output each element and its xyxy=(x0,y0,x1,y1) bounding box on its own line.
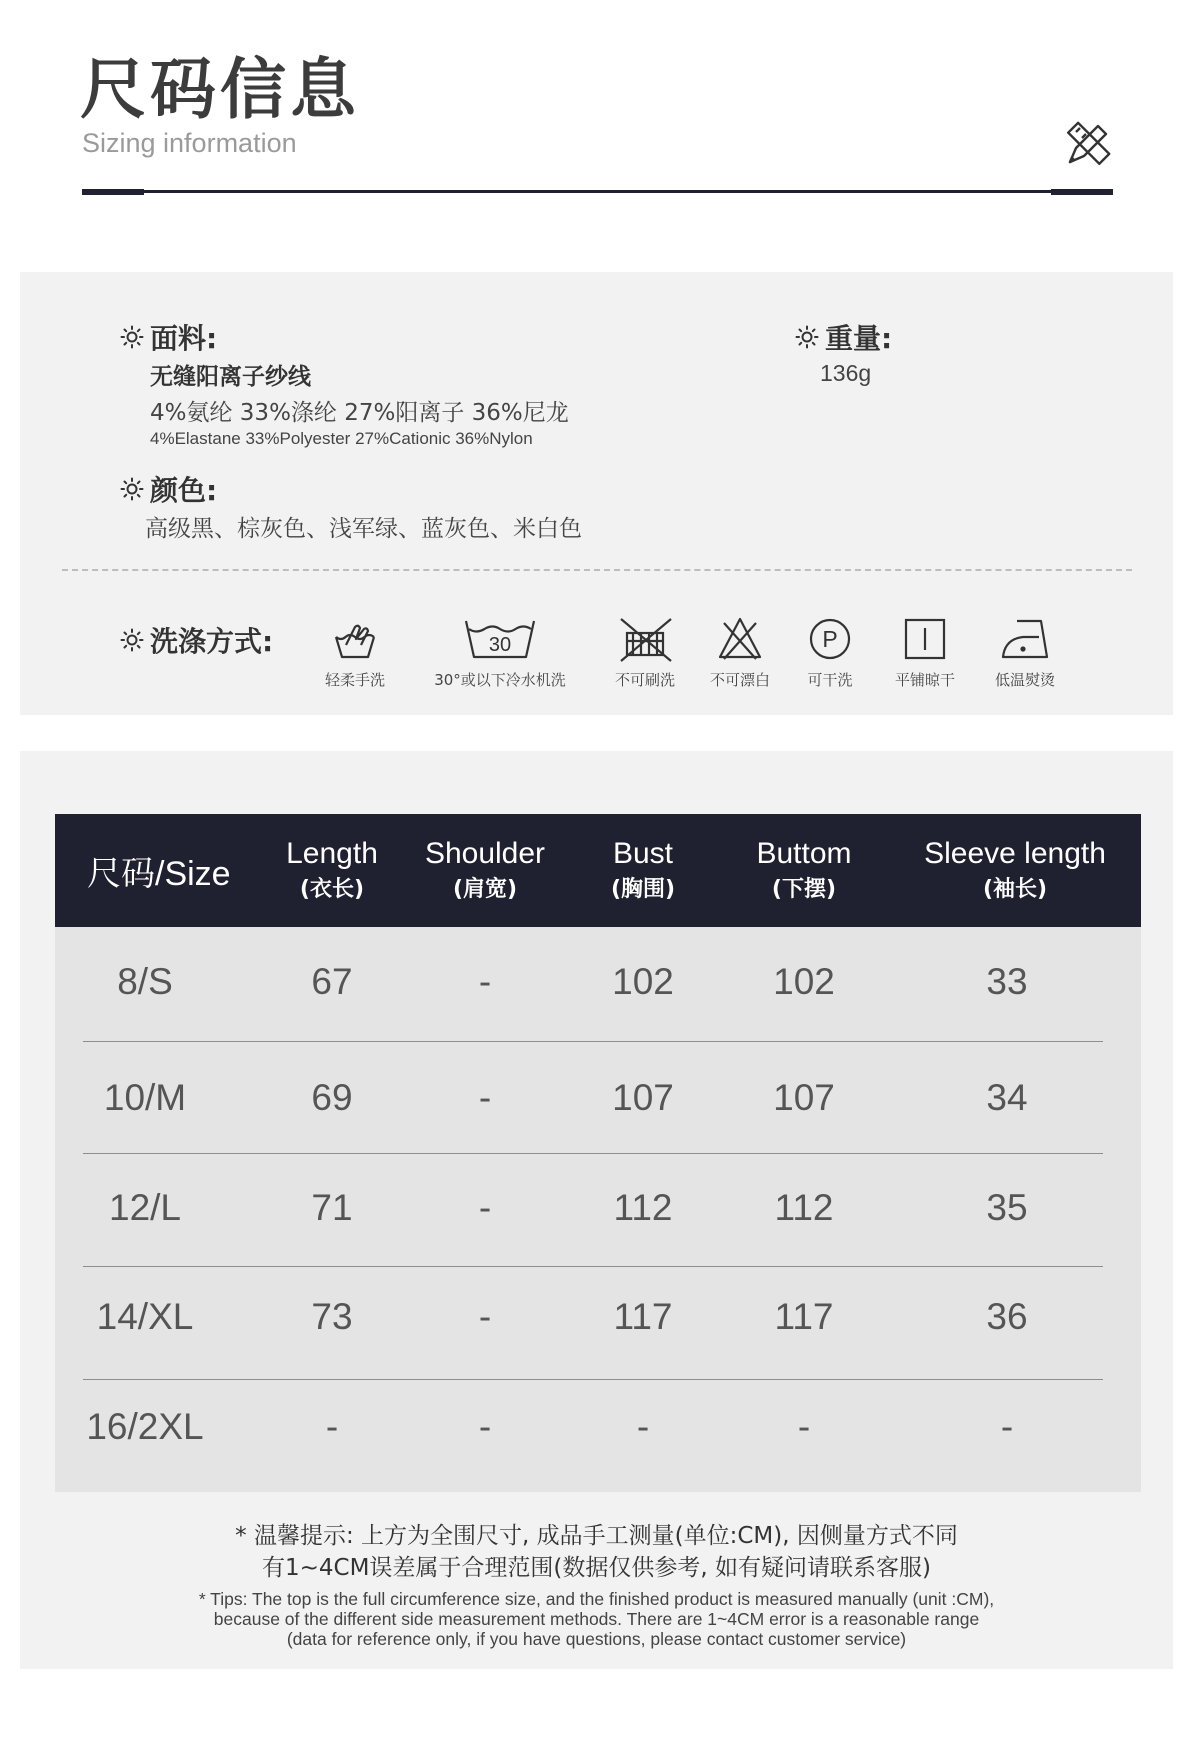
care-label: 轻柔手洗 xyxy=(324,671,385,689)
sleeve-cell: 36 xyxy=(986,1296,1028,1337)
column-header-en: Length xyxy=(286,836,378,870)
bust-cell: 117 xyxy=(613,1296,673,1337)
care-dry-flat xyxy=(875,615,975,690)
column-header-sleeve-length xyxy=(924,814,1106,927)
tip-note-en-line3: (data for reference only, if you have questions, please contact customer service) xyxy=(286,1629,907,1649)
size-cell: 14/XL xyxy=(96,1296,194,1337)
page-title: 尺码信息 xyxy=(80,51,360,128)
fabric-heading xyxy=(120,317,217,357)
hand-wash-icon xyxy=(331,615,379,663)
wash-temp-value: 30 xyxy=(488,634,512,656)
dry-clean-p-icon xyxy=(806,615,854,663)
care-hand-wash xyxy=(300,615,410,690)
care-label: 低温熨烫 xyxy=(994,671,1055,689)
dashed-divider xyxy=(62,569,1132,571)
sun-bullet-icon xyxy=(795,325,819,349)
product-info-panel xyxy=(20,272,1173,715)
weight-heading-label: 重量: xyxy=(825,322,893,355)
row-divider xyxy=(83,1041,1103,1042)
column-header-bust xyxy=(611,814,675,927)
colors-heading xyxy=(120,469,217,509)
fabric-composition-zh: 4%氨纶 33%涤纶 27%阳离子 36%尼龙 xyxy=(150,400,569,426)
weight-heading xyxy=(795,317,892,357)
colors-list: 高级黑、棕灰色、浅军绿、蓝灰色、米白色 xyxy=(145,516,582,542)
no-brush-icon xyxy=(615,615,675,663)
column-header-zh: (胸围) xyxy=(610,876,676,902)
header-divider-accent-right xyxy=(1051,189,1113,195)
weight-value: 136g xyxy=(820,360,872,386)
size-cell: 12/L xyxy=(108,1187,182,1228)
care-label: 不可刷洗 xyxy=(614,671,675,689)
page-subtitle: Sizing information xyxy=(82,128,297,158)
fabric-composition-en: 4%Elastane 33%Polyester 27%Cationic 36%Nylon xyxy=(150,429,533,448)
sun-bullet-icon xyxy=(120,628,144,652)
column-header-length xyxy=(286,814,378,927)
buttom-cell: 112 xyxy=(774,1187,834,1228)
length-cell: 73 xyxy=(311,1296,353,1337)
shoulder-cell: - xyxy=(478,1077,492,1118)
dry-clean-letter: P xyxy=(822,626,838,652)
iron-low-icon xyxy=(999,615,1051,663)
tip-note-en-line2: because of the different side measurement methods. There are 1~4CM error is a reasonable range xyxy=(213,1609,980,1629)
column-header-zh: (肩宽) xyxy=(452,876,518,902)
shoulder-cell: - xyxy=(478,1187,492,1228)
buttom-cell: - xyxy=(797,1406,811,1447)
bust-cell: - xyxy=(636,1406,650,1447)
tip-note-zh-line1: * 温馨提示: 上方为全围尺寸, 成品手工测量(单位:CM), 因侧量方式不同 xyxy=(235,1523,958,1549)
length-cell: 69 xyxy=(311,1077,353,1118)
column-header-en: Bust xyxy=(612,836,674,870)
tip-note-zh-line2: 有1~4CM误差属于合理范围(数据仅供参考, 如有疑问请联系客服) xyxy=(261,1555,931,1581)
column-header-en: Shoulder xyxy=(424,836,546,870)
column-header-shoulder xyxy=(425,814,545,927)
buttom-cell: 107 xyxy=(773,1077,835,1118)
fabric-name: 无缝阳离子纱线 xyxy=(150,364,311,390)
table-row xyxy=(55,1153,1141,1263)
shoulder-cell: - xyxy=(478,1406,492,1447)
colors-heading-label: 颜色: xyxy=(150,474,218,507)
column-header-en: Sleeve length xyxy=(924,836,1106,870)
column-header-zh: (下摆) xyxy=(771,876,837,902)
sleeve-cell: 33 xyxy=(986,961,1028,1002)
care-label: 不可漂白 xyxy=(709,671,770,689)
length-cell: 67 xyxy=(311,961,353,1002)
no-bleach-icon xyxy=(716,615,764,663)
table-row xyxy=(55,927,1141,1037)
bust-cell: 112 xyxy=(613,1187,673,1228)
care-dry-clean xyxy=(785,615,875,690)
size-cell: 8/S xyxy=(117,961,173,1002)
shoulder-cell: - xyxy=(478,1296,492,1337)
table-row xyxy=(55,1262,1141,1372)
sleeve-cell: 34 xyxy=(986,1077,1028,1118)
size-cell: 16/2XL xyxy=(86,1406,204,1447)
care-no-brush xyxy=(595,615,695,690)
bust-cell: 102 xyxy=(612,961,674,1002)
shoulder-cell: - xyxy=(478,961,492,1002)
size-cell: 10/M xyxy=(103,1077,187,1118)
washing-heading-label: 洗涤方式: xyxy=(150,625,274,658)
length-cell: - xyxy=(325,1406,339,1447)
care-iron-low xyxy=(975,615,1075,690)
buttom-cell: 102 xyxy=(773,961,835,1002)
sleeve-cell: - xyxy=(1000,1406,1014,1447)
bust-cell: 107 xyxy=(612,1077,674,1118)
column-header-en: Buttom xyxy=(756,836,852,870)
dry-flat-icon xyxy=(901,615,949,663)
care-label: 平铺晾干 xyxy=(894,671,955,689)
care-machine-wash-30 xyxy=(405,615,595,690)
column-header-zh: (衣长) xyxy=(299,876,365,902)
size-table-panel xyxy=(20,751,1173,1669)
ruler-pencil-icon xyxy=(1062,118,1114,170)
sleeve-cell: 35 xyxy=(986,1187,1028,1228)
washing-heading xyxy=(120,620,273,660)
care-label: 30°或以下冷水机洗 xyxy=(434,671,566,689)
size-table-body xyxy=(55,927,1141,1492)
column-header-buttom xyxy=(756,814,851,927)
tip-note-en-line1: * Tips: The top is the full circumference size, and the finished product is measured manually (unit :CM), xyxy=(198,1589,995,1609)
header-divider-accent-left xyxy=(82,189,144,195)
care-no-bleach xyxy=(695,615,785,690)
fabric-heading-label: 面料: xyxy=(150,322,218,355)
column-header-zh: (袖长) xyxy=(982,876,1048,902)
wash-30-icon xyxy=(463,615,537,663)
sun-bullet-icon xyxy=(120,477,144,501)
table-row xyxy=(55,1043,1141,1153)
sun-bullet-icon xyxy=(120,325,144,349)
size-table-header xyxy=(55,814,1141,927)
header-divider xyxy=(82,190,1112,193)
buttom-cell: 117 xyxy=(774,1296,834,1337)
size-column-header: 尺码/Size xyxy=(87,855,231,893)
length-cell: 71 xyxy=(311,1187,353,1228)
table-row xyxy=(55,1372,1141,1482)
care-label: 可干洗 xyxy=(807,671,853,689)
